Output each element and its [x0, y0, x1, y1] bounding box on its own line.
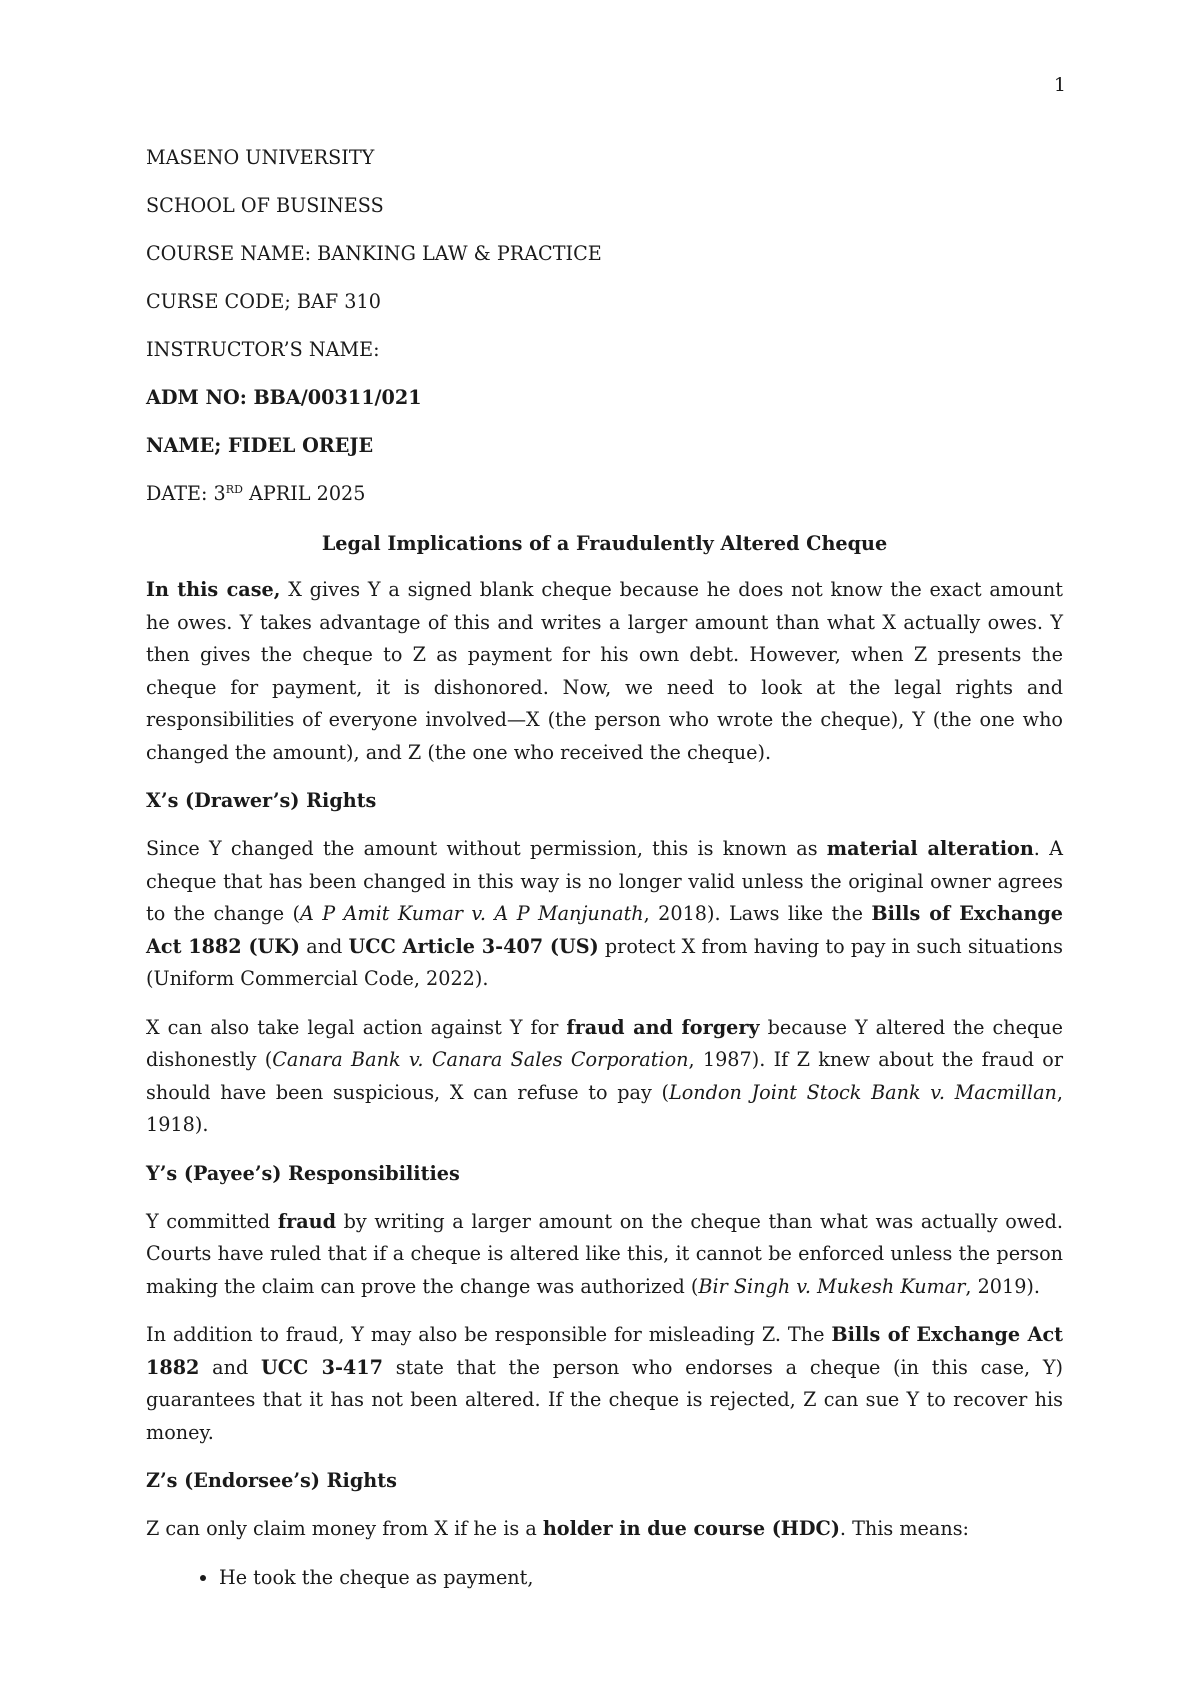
text-run: , 2019).: [965, 1274, 1041, 1298]
payee-paragraph-2: [146, 1319, 1063, 1449]
text-run: X can also take legal action against Y for: [146, 1015, 567, 1039]
case-citation: Canara Bank v. Canara Sales Corporation: [272, 1048, 689, 1071]
text-run: . A cheque that has been changed in this way is no longer valid unless the original owner agrees to the change (: [146, 837, 1063, 925]
bold-term: material alteration: [826, 837, 1034, 860]
case-citation: A P Amit Kumar v. A P Manjunath: [299, 902, 644, 925]
intro-paragraph: [146, 574, 1063, 769]
school-line: SCHOOL OF BUSINESS: [146, 194, 384, 217]
text-run: Z can only claim money from X if he is a: [146, 1517, 543, 1540]
drawer-rights-paragraph-1: [146, 833, 1063, 996]
page-number: 1: [1053, 74, 1066, 96]
student-name-line: NAME; FIDEL OREJE: [146, 434, 374, 457]
course-name-line: COURSE NAME: BANKING LAW & PRACTICE: [146, 242, 602, 265]
instructor-line: INSTRUCTOR’S NAME:: [146, 338, 380, 361]
text-run: state that the person who endorses a cheque (in this case, Y) guarantees that it has not been altered. If the cheque is rejected, Z can sue Y to recover his money.: [146, 1355, 1063, 1444]
date-prefix: DATE: 3: [146, 482, 226, 505]
date-suffix: APRIL 2025: [242, 482, 366, 505]
list-item: • He took the cheque as payment,: [219, 1562, 1063, 1594]
intro-text: X gives Y a signed blank cheque because he does not know the exact amount he owes. Y takes advantage of this and writes a larger amount than what X actually owes. Y then gives the cheque to Z as payment for his own debt. However, when Z presents the cheque for payment, it is dishonored. Now, we need to look at the legal rights and responsibilities of everyone involved—X (the person who wrote the cheque), Y (the one who changed the amount), and Z (the one who received the cheque).: [146, 578, 1064, 764]
case-citation: Bir Singh v. Mukesh Kumar: [698, 1274, 966, 1298]
bold-term: fraud: [277, 1209, 336, 1233]
payee-responsibilities-heading: Y’s (Payee’s) Responsibilities: [146, 1161, 460, 1185]
text-run: . This means:: [839, 1517, 970, 1540]
document-title: Legal Implications of a Fraudulently Altered Cheque: [321, 532, 888, 555]
text-run: by writing a larger amount on the cheque than what was actually owed. Courts have ruled that if a cheque is altered like this, it cannot be enforced unless the person making the claim can prove the change was authorized (: [146, 1209, 1063, 1298]
hdc-conditions-list: [146, 1562, 1063, 1594]
text-run: , 2018). Laws like the: [643, 902, 872, 925]
date-line: [146, 478, 1063, 526]
bold-term: fraud and forgery: [566, 1015, 760, 1039]
university-line: MASENO UNIVERSITY: [146, 146, 375, 169]
bold-term: UCC Article 3-407 (US): [348, 934, 599, 958]
drawer-rights-paragraph-2: [146, 1012, 1063, 1142]
case-citation: London Joint Stock Bank v. Macmillan: [668, 1080, 1057, 1104]
text-run: In addition to fraud, Y may also be responsible for misleading Z. The: [146, 1323, 832, 1346]
adm-no-line: ADM NO: BBA/00311/021: [146, 386, 422, 409]
text-run: because Y altered the cheque dishonestly (: [146, 1015, 1063, 1071]
text-run: and: [300, 934, 349, 958]
document-header: [146, 142, 1063, 526]
course-code-line: CURSE CODE; BAF 310: [146, 290, 381, 313]
text-run: , 1987). If Z knew about the fraud or should have been suspicious, X can refuse to pay (: [146, 1048, 1063, 1104]
text-run: protect X from having to pay in such situations (Uniform Commercial Code, 2022).: [146, 934, 1063, 990]
endorsee-rights-heading: Z’s (Endorsee’s) Rights: [146, 1469, 397, 1492]
endorsee-paragraph-1: [146, 1513, 1063, 1546]
intro-lead: In this case,: [146, 578, 281, 601]
text-run: Since Y changed the amount without permission, this is known as: [146, 837, 827, 860]
bold-term: Bills of Exchange Act 1882 (UK): [146, 902, 1063, 958]
payee-paragraph-1: [146, 1206, 1063, 1304]
bold-term: holder in due course (HDC): [542, 1517, 840, 1540]
text-run: Y committed: [146, 1209, 278, 1233]
text-run: and: [199, 1355, 261, 1379]
text-run: , 1918).: [146, 1080, 1063, 1136]
date-superscript: RD: [225, 483, 243, 496]
bold-term: UCC 3-417: [261, 1355, 383, 1379]
bold-term: Bills of Exchange Act 1882: [146, 1323, 1063, 1379]
drawer-rights-heading: X’s (Drawer’s) Rights: [146, 789, 377, 812]
document-body: [146, 142, 1063, 1594]
